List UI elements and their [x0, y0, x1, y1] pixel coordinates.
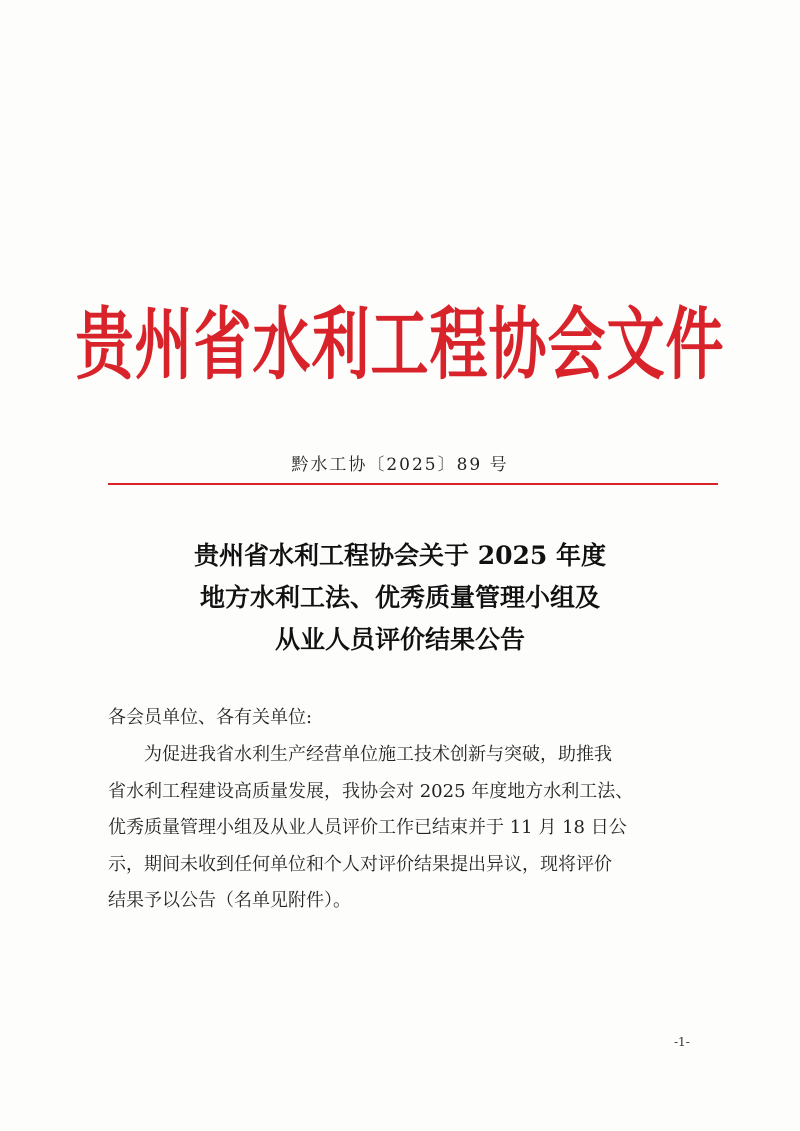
red-divider-line	[108, 483, 718, 485]
body-line: 为促进我省水利生产经营单位施工技术创新与突破，助推我	[144, 744, 612, 765]
document-number: 黔水工协〔2025〕89 号	[291, 455, 509, 475]
body-line: 优秀质量管理小组及从业人员评价工作已结束并于 11 月 18 日公	[108, 817, 627, 838]
masthead-title: 贵州省水利工程协会文件	[75, 298, 725, 391]
salutation: 各会员单位、各有关单位:	[108, 707, 313, 728]
body-line: 结果予以公告（名单见附件）。	[108, 890, 351, 911]
body-line: 示，期间未收到任何单位和个人对评价结果提出异议，现将评价	[108, 853, 612, 875]
body-paragraph	[108, 737, 718, 920]
title-line-2: 地方水利工法、优秀质量管理小组及	[199, 583, 600, 612]
announcement-title	[80, 535, 720, 661]
body-line: 省水利工程建设高质量发展，我协会对 2025 年度地方水利工法、	[108, 780, 634, 802]
page-number: -1-	[674, 1035, 690, 1049]
title-line-1: 贵州省水利工程协会关于 2025 年度	[194, 541, 606, 570]
title-line-3: 从业人员评价结果公告	[274, 625, 525, 654]
